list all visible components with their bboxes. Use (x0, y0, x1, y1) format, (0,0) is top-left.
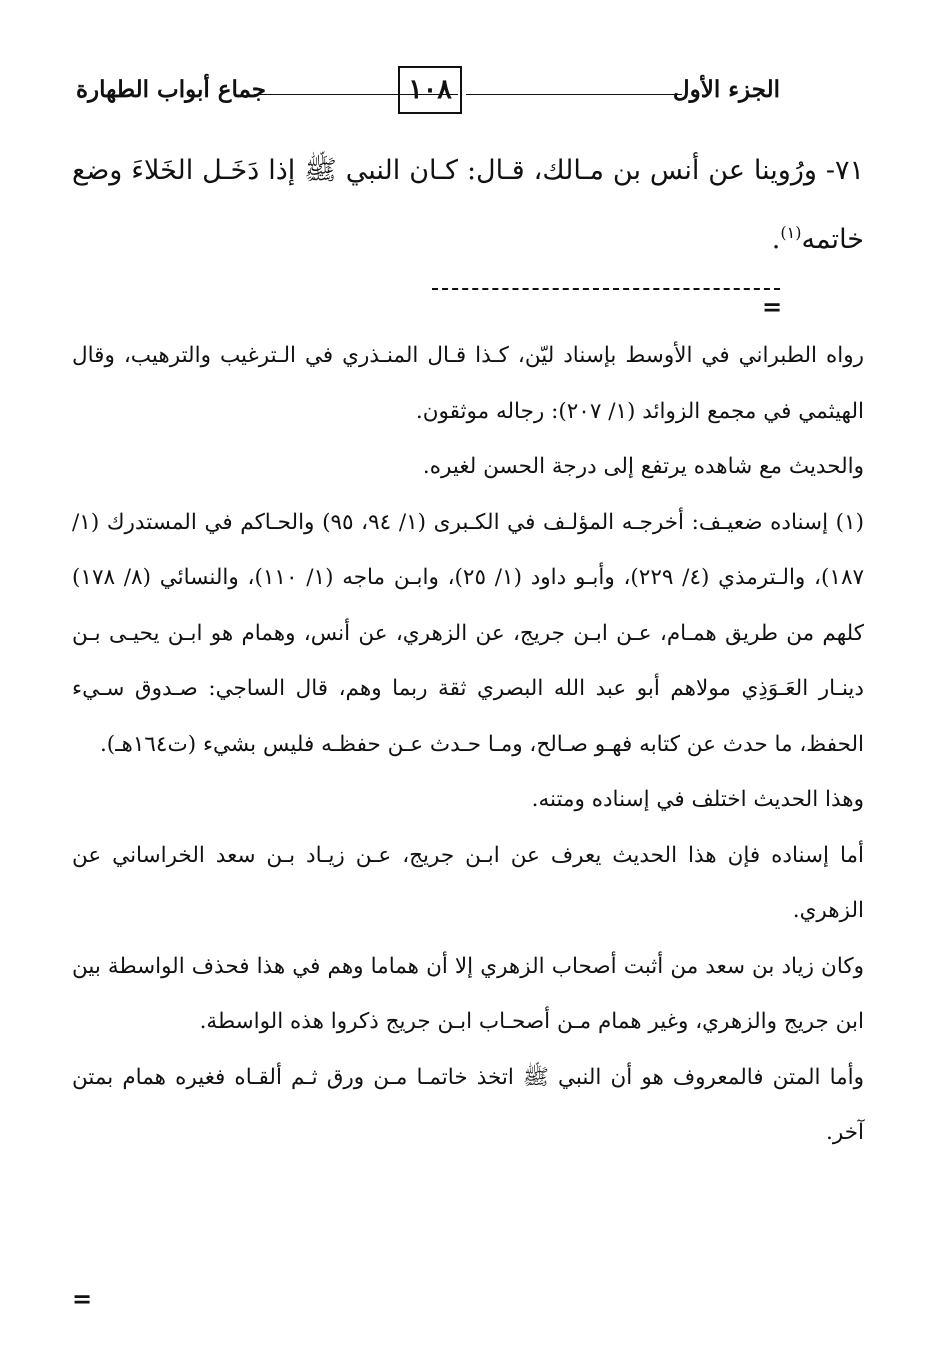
note-paragraph: رواه الطبراني في الأوسط بإسناد ليّن، كـذا قـال المنـذري في الـترغيب والترهيب، وقال الهيثمي في مجمع الزوائد (١/ ٢٠٧): رجاله موثقون. (72, 343, 864, 424)
page-number: ١٠٨ (398, 66, 462, 114)
hadith-end: . (771, 224, 781, 255)
hadith-text (72, 140, 864, 271)
header-rule-right (466, 94, 682, 95)
footnote-separator (432, 288, 780, 290)
note-paragraph: والحديث مع شاهده يرتفع إلى درجة الحسن لغيره. (422, 454, 864, 479)
note-paragraph: وأما المتن فالمعروف هو أن النبي ﷺ اتخذ خاتمـا مـن ورق ثـم ألقـاه فغيره همام بمتن آخر. (72, 1064, 864, 1145)
footnote-reference: (١) (780, 223, 802, 242)
continuation-marker-bottom: = (72, 1284, 93, 1313)
note-paragraph: (١) إسناده ضعيـف: أخرجـه المؤلـف في الكـبرى (١/ ٩٤، ٩٥) والحـاكم في المستدرك (١/ ١٨٧)، والـترمذي (٤/ ٢٢٩)، وأبـو داود (١/ ٢٥)، وابـن ماجه (١/ ١١٠)، والنسائي (٨/ ١٧٨) كلهم من طريق همـام، عـن ابـن جريج، عن الزهري، عن أنس، وهمام هو ابـن يحيـى بـن دينـار العَـوَذِي مولاهم أبو عبد الله البصري ثقة ربما وهم، قال الساجي: صـدوق سـيء الحفظ، ما حدث عن كتابه فهـو صـالح، ومـا حـدث عـن حفظـه فليس بشيء (ت١٦٤هـ). (72, 509, 865, 757)
hadith-number: ٧١- (825, 155, 864, 186)
running-header (76, 66, 780, 118)
hadith-body: ورُوينا عن أنس بن مـالك، قـال: كـان النبي ﷺ إذا دَخَـل الخَلاءَ وضع خاتمه (72, 155, 864, 255)
footnotes (72, 328, 864, 1161)
continuation-marker-top: = (762, 292, 783, 321)
note-paragraph: وكان زياد بن سعد من أثبت أصحاب الزهري إلا أن هماما وهم في هذا فحذف الواسطة بين ابن جريج والزهري، وغير همام مـن أصحـاب ابـن جريج ذكروا هذه الواسطة. (72, 953, 864, 1034)
chapter-title: جماع أبواب الطهارة (76, 76, 267, 103)
volume-label: الجزء الأول (672, 76, 780, 103)
note-paragraph: أما إسناده فإن هذا الحديث يعرف عن ابـن جريج، عـن زيـاد بـن سعد الخراساني عن الزهري. (72, 842, 864, 923)
note-paragraph: وهذا الحديث اختلف في إسناده ومتنه. (531, 787, 864, 812)
header-rule-left (254, 94, 458, 95)
